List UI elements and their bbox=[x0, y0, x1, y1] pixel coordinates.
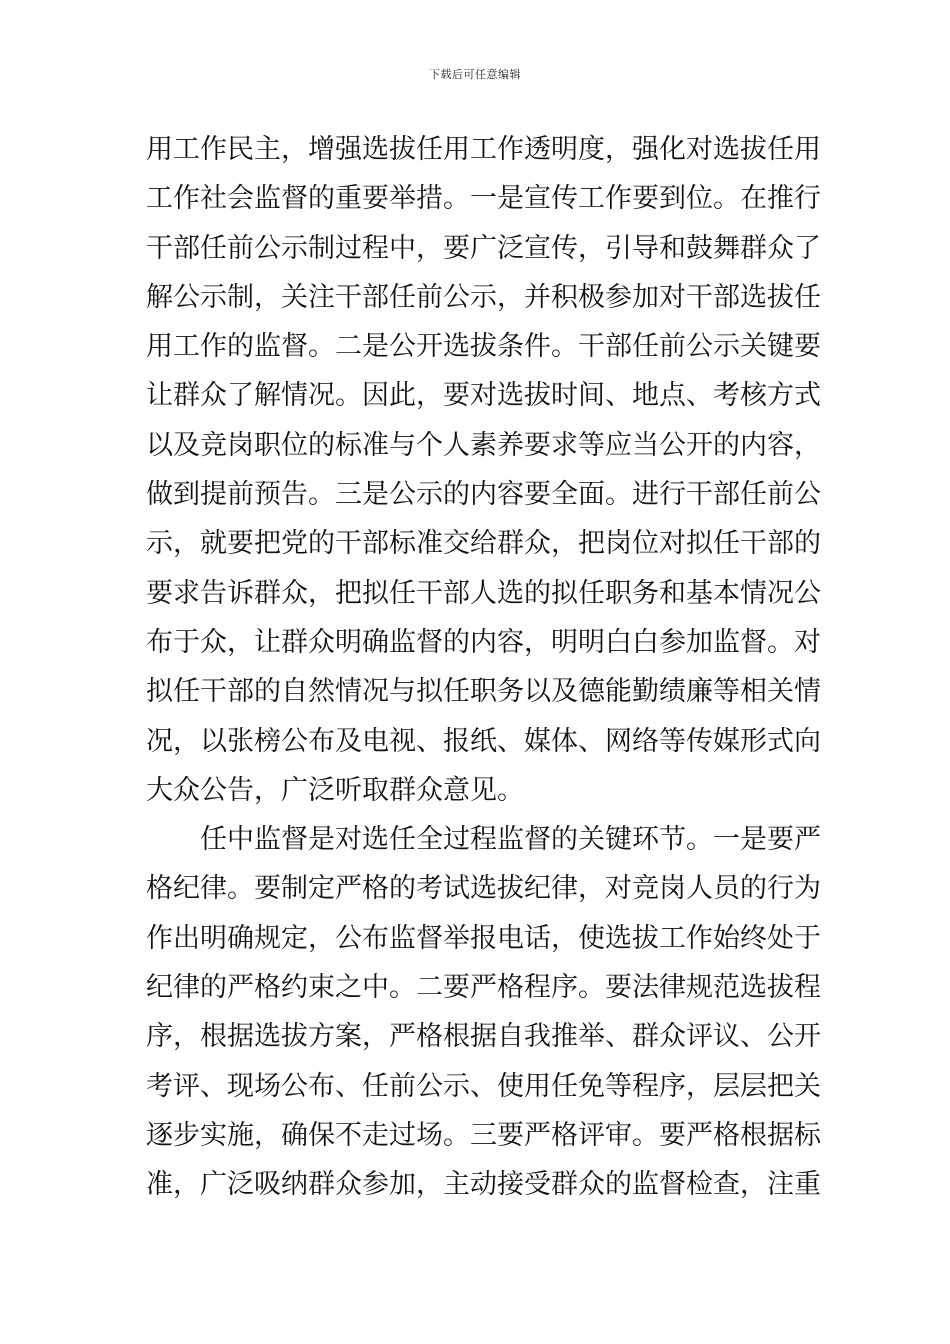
text-line: 做到提前预告。三是公示的内容要全面。进行干部任前公 bbox=[146, 479, 821, 511]
page-header: 下载后可任意编辑 bbox=[429, 68, 521, 81]
text-line: 解公示制，关注干部任前公示，并积极参加对干部选拔任 bbox=[146, 281, 821, 313]
text-line: 用工作民主，增强选拔任用工作透明度，强化对选拔任用 bbox=[146, 134, 821, 165]
text-line: 格纪律。要制定严格的考试选拔纪律，对竞岗人员的行为 bbox=[146, 873, 821, 905]
text-line: 考评、现场公布、任前公示、使用任免等程序，层层把关 bbox=[146, 1070, 821, 1102]
text-line: 让群众了解情况。因此，要对选拔时间、地点、考核方式 bbox=[146, 380, 821, 412]
text-line: 作出明确规定，公布监督举报电话，使选拔工作始终处于 bbox=[146, 922, 821, 954]
text-line: 拟任干部的自然情况与拟任职务以及德能勤绩廉等相关情 bbox=[146, 676, 821, 708]
text-line: 布于众，让群众明确监督的内容，明明白白参加监督。对 bbox=[146, 626, 821, 658]
text-line: 准，广泛吸纳群众参加，主动接受群众的监督检查，注重 bbox=[146, 1169, 821, 1201]
text-line: 工作社会监督的重要举措。一是宣传工作要到位。在推行 bbox=[146, 183, 821, 215]
document-body bbox=[146, 125, 821, 1210]
paragraph bbox=[146, 125, 821, 815]
text-line: 以及竞岗职位的标准与个人素养要求等应当公开的内容， bbox=[146, 429, 821, 461]
text-line: 序，根据选拔方案，严格根据自我推举、群众评议、公开 bbox=[146, 1021, 821, 1053]
paragraph bbox=[146, 815, 821, 1209]
text-line: 示，就要把党的干部标准交给群众，把岗位对拟任干部的 bbox=[146, 528, 821, 560]
text-line: 任中监督是对选任全过程监督的关键环节。一是要严 bbox=[200, 824, 821, 856]
text-line: 干部任前公示制过程中，要广泛宣传，引导和鼓舞群众了 bbox=[146, 232, 821, 264]
text-line: 逐步实施，确保不走过场。三要严格评审。要严格根据标 bbox=[146, 1119, 821, 1151]
text-line: 要求告诉群众，把拟任干部人选的拟任职务和基本情况公 bbox=[146, 577, 821, 609]
text-line: 用工作的监督。二是公开选拔条件。干部任前公示关键要 bbox=[146, 331, 821, 363]
text-line: 况，以张榜公布及电视、报纸、媒体、网络等传媒形式向 bbox=[146, 725, 821, 757]
text-line: 纪律的严格约束之中。二要严格程序。要法律规范选拔程 bbox=[146, 972, 821, 1004]
text-line: 大众公告，广泛听取群众意见。 bbox=[146, 774, 524, 806]
